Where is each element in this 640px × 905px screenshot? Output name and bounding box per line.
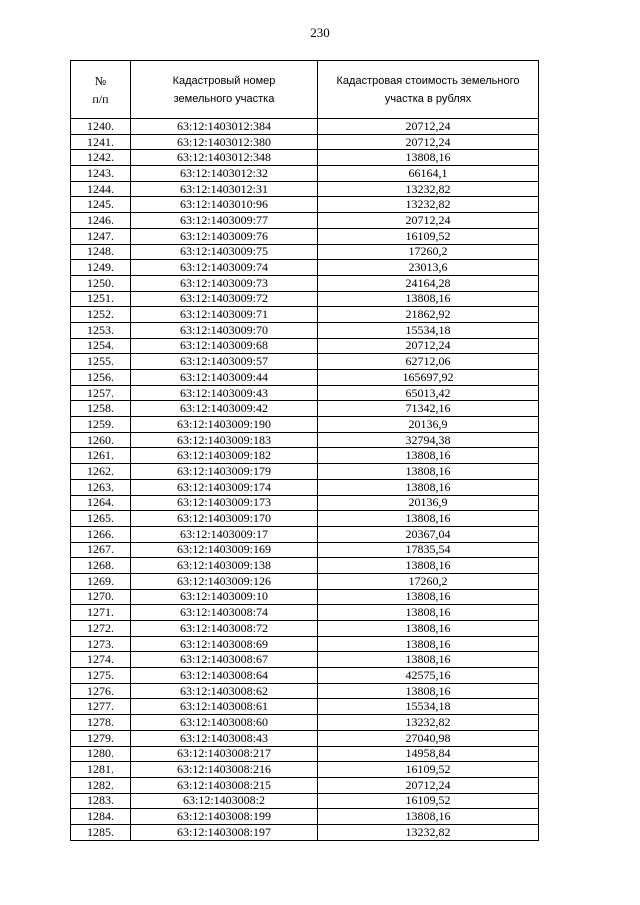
cadastral-value-cell: 15534,18 [318, 699, 539, 715]
table-row [71, 746, 539, 762]
header-cadastral-value [318, 61, 539, 119]
cadastral-number-cell: 63:12:1403008:67 [131, 652, 318, 668]
cadastral-number-cell: 63:12:1403009:77 [131, 213, 318, 229]
cadastral-value-cell: 165697,92 [318, 370, 539, 386]
cadastral-value-cell: 23013,6 [318, 260, 539, 276]
cadastral-number-cell: 63:12:1403009:76 [131, 228, 318, 244]
table-row [71, 338, 539, 354]
row-number-cell: 1282. [71, 777, 131, 793]
cadastral-value-cell: 13808,16 [318, 636, 539, 652]
table-row [71, 213, 539, 229]
table-header-row [71, 61, 539, 119]
table-row [71, 526, 539, 542]
row-number-cell: 1276. [71, 683, 131, 699]
table-row [71, 589, 539, 605]
row-number-cell: 1250. [71, 275, 131, 291]
row-number-cell: 1244. [71, 181, 131, 197]
table-row [71, 385, 539, 401]
row-number-cell: 1264. [71, 495, 131, 511]
cadastral-value-cell: 42575,16 [318, 668, 539, 684]
cadastral-value-cell: 27040,98 [318, 730, 539, 746]
table-row [71, 793, 539, 809]
cadastral-number-cell: 63:12:1403008:215 [131, 777, 318, 793]
table-row [71, 448, 539, 464]
cadastral-number-cell: 63:12:1403008:2 [131, 793, 318, 809]
cadastral-value-cell: 13808,16 [318, 652, 539, 668]
cadastral-number-cell: 63:12:1403009:73 [131, 275, 318, 291]
table-row [71, 668, 539, 684]
cadastral-number-cell: 63:12:1403009:179 [131, 464, 318, 480]
row-number-cell: 1271. [71, 605, 131, 621]
table-row [71, 166, 539, 182]
row-number-cell: 1260. [71, 432, 131, 448]
row-number-cell: 1252. [71, 307, 131, 323]
row-number-cell: 1247. [71, 228, 131, 244]
cadastral-number-cell: 63:12:1403009:72 [131, 291, 318, 307]
cadastral-value-cell: 32794,38 [318, 432, 539, 448]
cadastral-value-cell: 20712,24 [318, 134, 539, 150]
cadastral-number-cell: 63:12:1403008:62 [131, 683, 318, 699]
cadastral-number-cell: 63:12:1403012:380 [131, 134, 318, 150]
cadastral-value-cell: 16109,52 [318, 793, 539, 809]
table-row [71, 401, 539, 417]
table-row [71, 636, 539, 652]
cadastral-value-cell: 13232,82 [318, 197, 539, 213]
table-row [71, 244, 539, 260]
row-number-cell: 1268. [71, 558, 131, 574]
row-number-cell: 1272. [71, 621, 131, 637]
table-row [71, 119, 539, 135]
page-number: 230 [310, 25, 330, 40]
table-row [71, 605, 539, 621]
cadastral-value-cell: 20136,9 [318, 417, 539, 433]
table-row [71, 307, 539, 323]
cadastral-value-cell: 17260,2 [318, 244, 539, 260]
table-row [71, 432, 539, 448]
cadastral-number-cell: 63:12:1403012:32 [131, 166, 318, 182]
cadastral-value-cell: 13808,16 [318, 605, 539, 621]
row-number-cell: 1263. [71, 479, 131, 495]
cadastral-number-cell: 63:12:1403012:31 [131, 181, 318, 197]
cadastral-number-cell: 63:12:1403008:64 [131, 668, 318, 684]
cadastral-number-cell: 63:12:1403008:61 [131, 699, 318, 715]
cadastral-value-cell: 13232,82 [318, 824, 539, 840]
header-cadastral-number [131, 61, 318, 119]
row-number-cell: 1246. [71, 213, 131, 229]
table-row [71, 370, 539, 386]
row-number-cell: 1265. [71, 511, 131, 527]
table-row [71, 762, 539, 778]
table-row [71, 558, 539, 574]
cadastral-number-cell: 63:12:1403009:43 [131, 385, 318, 401]
table-row [71, 134, 539, 150]
cadastral-number-cell: 63:12:1403008:43 [131, 730, 318, 746]
row-number-cell: 1278. [71, 715, 131, 731]
row-number-cell: 1243. [71, 166, 131, 182]
cadastral-number-cell: 63:12:1403009:182 [131, 448, 318, 464]
cadastral-value-cell: 20712,24 [318, 777, 539, 793]
table-row [71, 715, 539, 731]
table-row [71, 495, 539, 511]
cadastral-value-cell: 17835,54 [318, 542, 539, 558]
row-number-cell: 1273. [71, 636, 131, 652]
table-row [71, 275, 539, 291]
row-number-cell: 1266. [71, 526, 131, 542]
row-number-cell: 1242. [71, 150, 131, 166]
row-number-cell: 1245. [71, 197, 131, 213]
cadastral-number-cell: 63:12:1403009:183 [131, 432, 318, 448]
row-number-cell: 1249. [71, 260, 131, 276]
table-row [71, 511, 539, 527]
cadastral-number-cell: 63:12:1403012:384 [131, 119, 318, 135]
row-number-cell: 1274. [71, 652, 131, 668]
cadastral-number-cell: 63:12:1403009:170 [131, 511, 318, 527]
row-number-cell: 1269. [71, 573, 131, 589]
row-number-cell: 1253. [71, 322, 131, 338]
row-number-cell: 1280. [71, 746, 131, 762]
cadastral-value-cell: 13808,16 [318, 448, 539, 464]
cadastral-value-table [70, 60, 539, 841]
row-number-cell: 1284. [71, 809, 131, 825]
row-number-cell: 1262. [71, 464, 131, 480]
row-number-cell: 1259. [71, 417, 131, 433]
cadastral-value-cell: 13808,16 [318, 464, 539, 480]
cadastral-value-cell: 20367,04 [318, 526, 539, 542]
cadastral-number-cell: 63:12:1403009:75 [131, 244, 318, 260]
cadastral-number-cell: 63:12:1403012:348 [131, 150, 318, 166]
cadastral-number-cell: 63:12:1403008:74 [131, 605, 318, 621]
table-row [71, 291, 539, 307]
cadastral-value-cell: 13808,16 [318, 511, 539, 527]
cadastral-value-cell: 20136,9 [318, 495, 539, 511]
cadastral-number-cell: 63:12:1403009:10 [131, 589, 318, 605]
table-row [71, 354, 539, 370]
cadastral-number-cell: 63:12:1403009:42 [131, 401, 318, 417]
header-cadastral-number-label: Кадастровый номер земельного участка [172, 74, 276, 105]
row-number-cell: 1281. [71, 762, 131, 778]
row-number-cell: 1248. [71, 244, 131, 260]
row-number-cell: 1283. [71, 793, 131, 809]
cadastral-value-cell: 13808,16 [318, 558, 539, 574]
table-row [71, 322, 539, 338]
cadastral-value-cell: 17260,2 [318, 573, 539, 589]
row-number-cell: 1251. [71, 291, 131, 307]
cadastral-value-cell: 21862,92 [318, 307, 539, 323]
table-body [71, 119, 539, 841]
cadastral-value-cell: 20712,24 [318, 119, 539, 135]
cadastral-value-cell: 16109,52 [318, 762, 539, 778]
row-number-cell: 1285. [71, 824, 131, 840]
row-number-cell: 1255. [71, 354, 131, 370]
cadastral-value-cell: 14958,84 [318, 746, 539, 762]
cadastral-value-cell: 65013,42 [318, 385, 539, 401]
row-number-cell: 1240. [71, 119, 131, 135]
cadastral-number-cell: 63:12:1403010:96 [131, 197, 318, 213]
cadastral-value-cell: 13232,82 [318, 181, 539, 197]
row-number-cell: 1254. [71, 338, 131, 354]
header-row-number-label: № п/п [92, 73, 109, 106]
cadastral-value-cell: 20712,24 [318, 338, 539, 354]
cadastral-number-cell: 63:12:1403009:74 [131, 260, 318, 276]
header-cadastral-value-label: Кадастровая стоимость земельного участка в рублях [336, 74, 520, 105]
cadastral-number-cell: 63:12:1403009:44 [131, 370, 318, 386]
cadastral-value-cell: 13808,16 [318, 150, 539, 166]
cadastral-value-cell: 71342,16 [318, 401, 539, 417]
header-row-number [71, 61, 131, 119]
table-row [71, 730, 539, 746]
cadastral-value-cell: 16109,52 [318, 228, 539, 244]
cadastral-value-cell: 13808,16 [318, 479, 539, 495]
cadastral-value-cell: 13808,16 [318, 809, 539, 825]
table-row [71, 824, 539, 840]
cadastral-value-cell: 13808,16 [318, 291, 539, 307]
cadastral-number-cell: 63:12:1403008:69 [131, 636, 318, 652]
cadastral-value-cell: 66164,1 [318, 166, 539, 182]
table-row [71, 699, 539, 715]
cadastral-value-cell: 20712,24 [318, 213, 539, 229]
row-number-cell: 1277. [71, 699, 131, 715]
row-number-cell: 1275. [71, 668, 131, 684]
table-row [71, 621, 539, 637]
cadastral-number-cell: 63:12:1403008:72 [131, 621, 318, 637]
table-row [71, 464, 539, 480]
row-number-cell: 1257. [71, 385, 131, 401]
cadastral-value-cell: 13808,16 [318, 683, 539, 699]
row-number-cell: 1241. [71, 134, 131, 150]
cadastral-number-cell: 63:12:1403008:217 [131, 746, 318, 762]
row-number-cell: 1279. [71, 730, 131, 746]
cadastral-number-cell: 63:12:1403008:199 [131, 809, 318, 825]
table-row [71, 417, 539, 433]
table-row [71, 777, 539, 793]
cadastral-number-cell: 63:12:1403009:70 [131, 322, 318, 338]
cadastral-number-cell: 63:12:1403009:126 [131, 573, 318, 589]
cadastral-number-cell: 63:12:1403009:17 [131, 526, 318, 542]
table-row [71, 479, 539, 495]
cadastral-value-cell: 13808,16 [318, 589, 539, 605]
table-row [71, 228, 539, 244]
cadastral-number-cell: 63:12:1403008:216 [131, 762, 318, 778]
cadastral-number-cell: 63:12:1403009:169 [131, 542, 318, 558]
table-row [71, 197, 539, 213]
cadastral-number-cell: 63:12:1403009:68 [131, 338, 318, 354]
row-number-cell: 1256. [71, 370, 131, 386]
cadastral-value-cell: 13232,82 [318, 715, 539, 731]
table-row [71, 683, 539, 699]
cadastral-number-cell: 63:12:1403009:174 [131, 479, 318, 495]
cadastral-value-cell: 62712,06 [318, 354, 539, 370]
row-number-cell: 1261. [71, 448, 131, 464]
row-number-cell: 1258. [71, 401, 131, 417]
row-number-cell: 1267. [71, 542, 131, 558]
cadastral-number-cell: 63:12:1403009:190 [131, 417, 318, 433]
cadastral-number-cell: 63:12:1403008:197 [131, 824, 318, 840]
cadastral-number-cell: 63:12:1403009:138 [131, 558, 318, 574]
row-number-cell: 1270. [71, 589, 131, 605]
table-row [71, 573, 539, 589]
cadastral-value-cell: 15534,18 [318, 322, 539, 338]
cadastral-number-cell: 63:12:1403009:173 [131, 495, 318, 511]
cadastral-value-cell: 13808,16 [318, 621, 539, 637]
table-row [71, 652, 539, 668]
table-row [71, 542, 539, 558]
cadastral-number-cell: 63:12:1403009:57 [131, 354, 318, 370]
table-row [71, 181, 539, 197]
table-row [71, 809, 539, 825]
cadastral-value-cell: 24164,28 [318, 275, 539, 291]
cadastral-number-cell: 63:12:1403008:60 [131, 715, 318, 731]
table-row [71, 260, 539, 276]
table-row [71, 150, 539, 166]
cadastral-number-cell: 63:12:1403009:71 [131, 307, 318, 323]
